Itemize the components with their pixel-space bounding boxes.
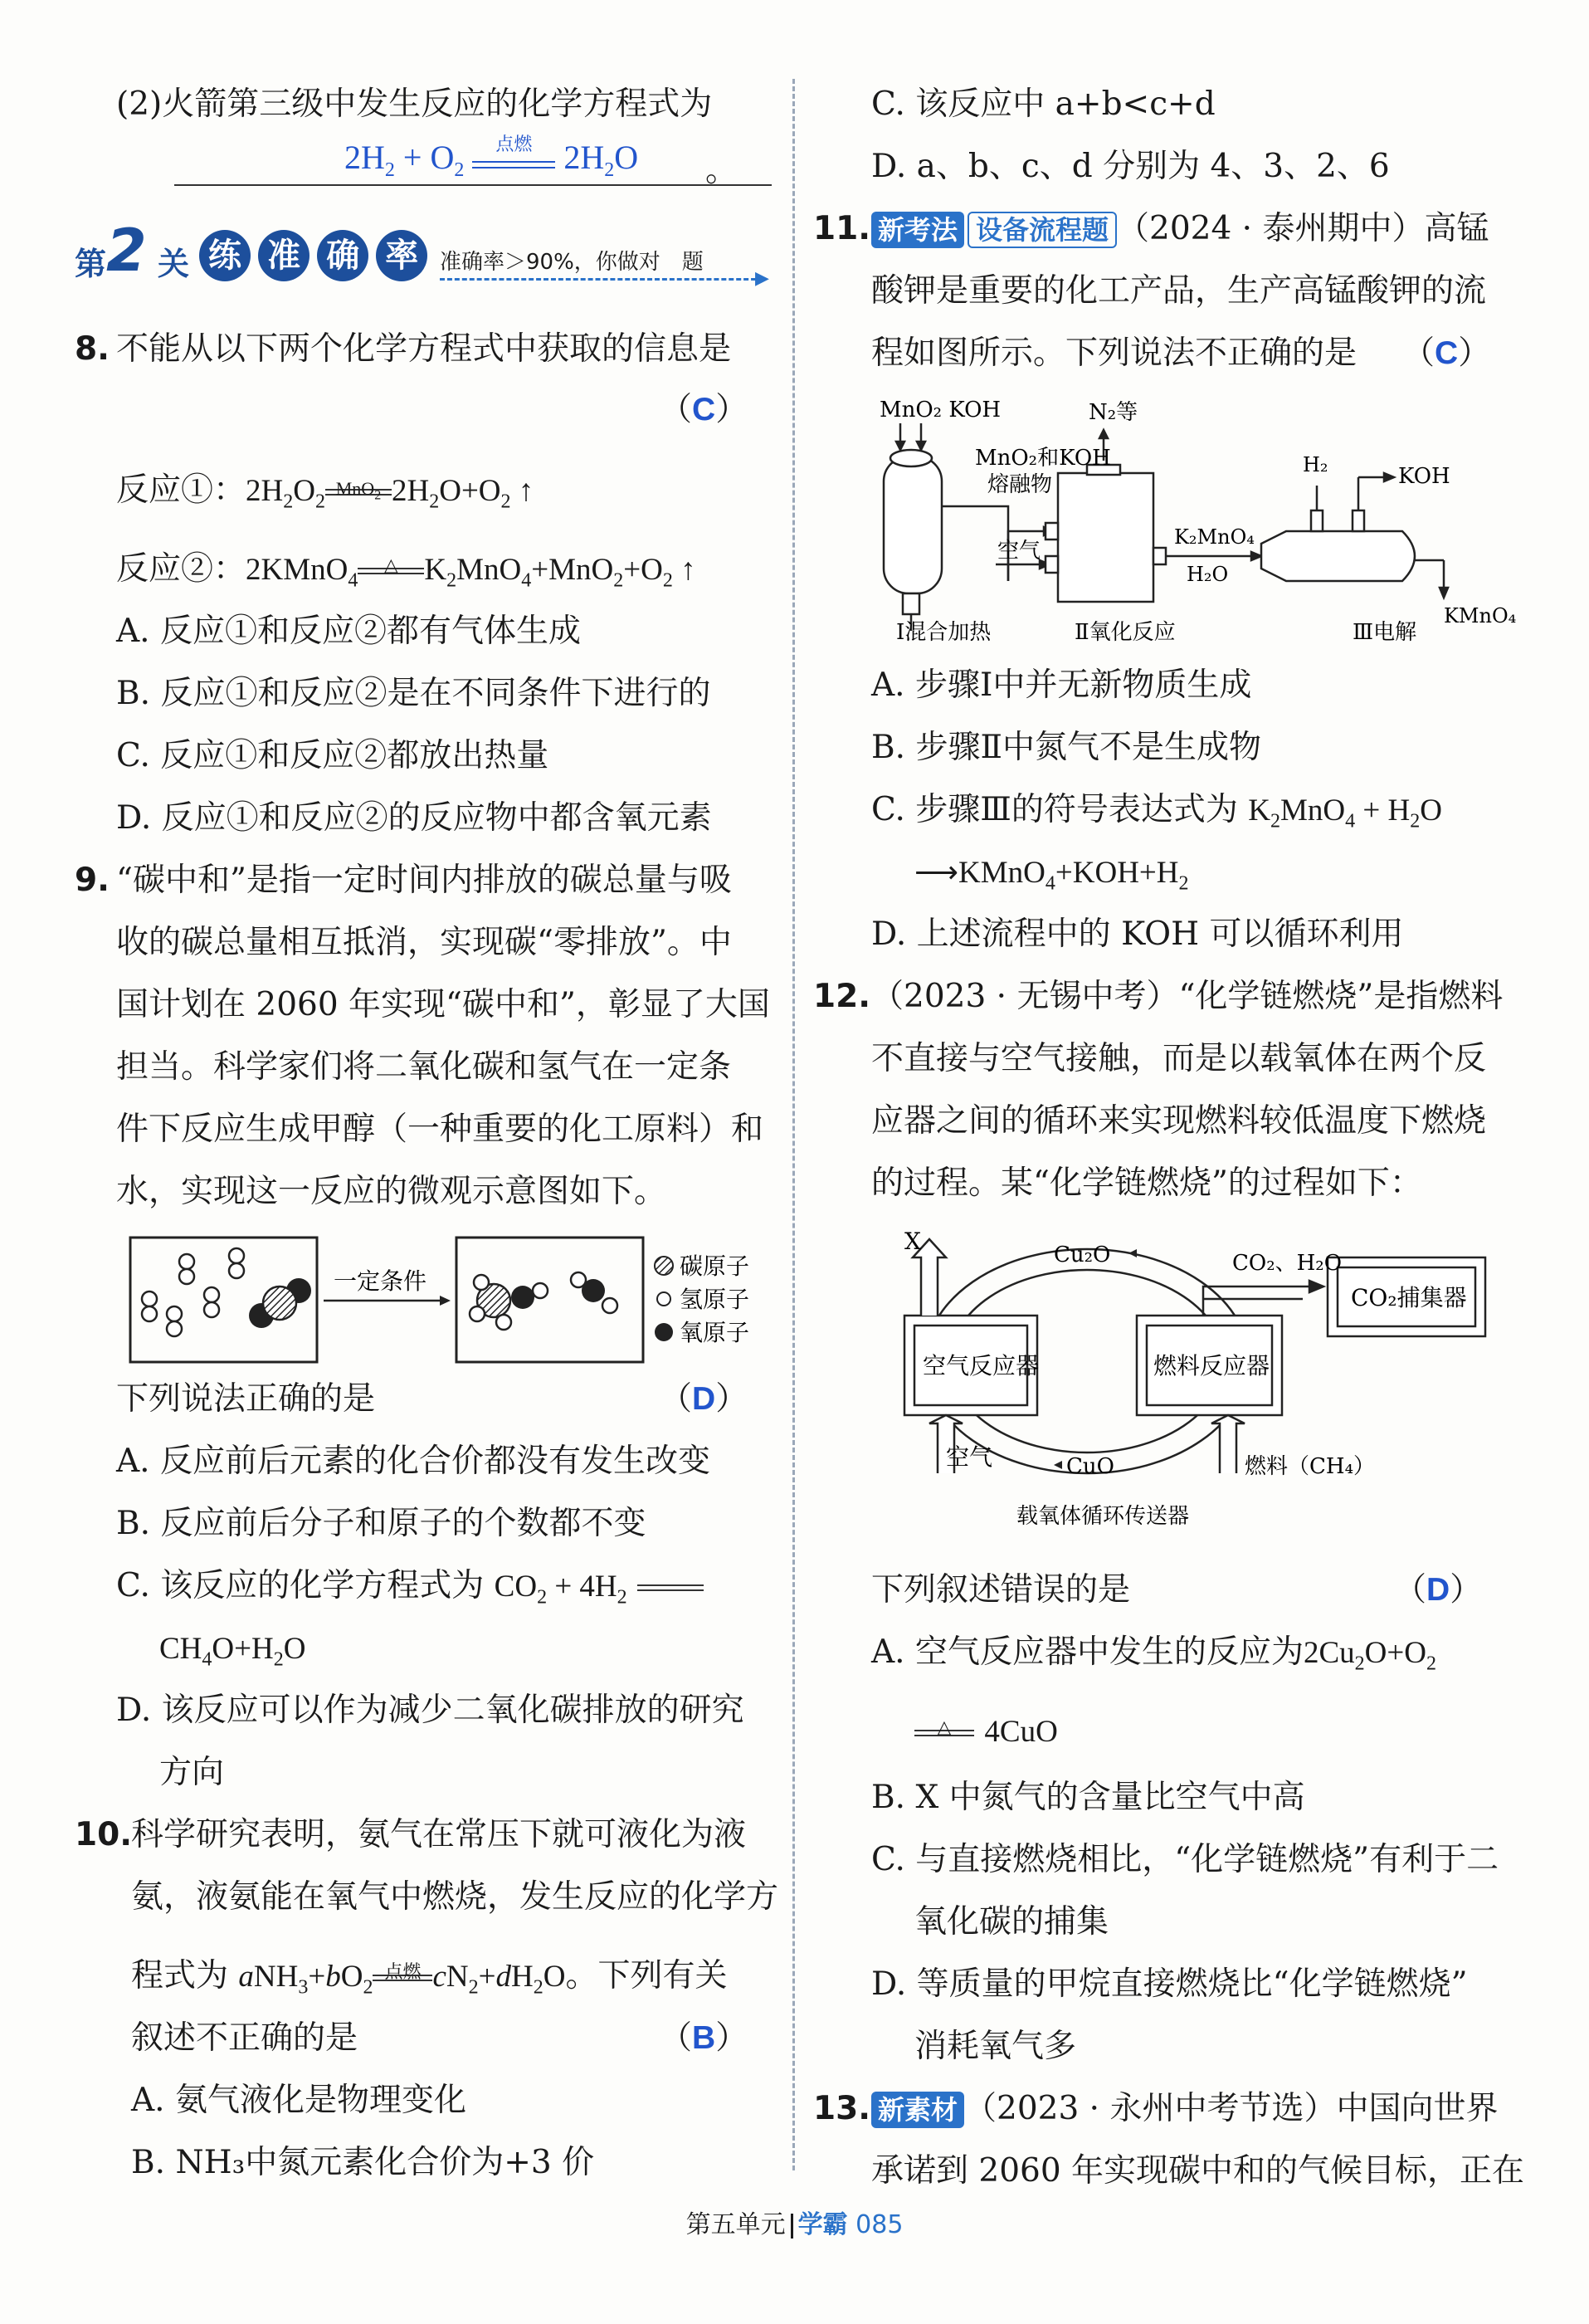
stage-title: 练 准 确 率 xyxy=(199,230,481,283)
q11-line-2: 酸钾是重要的化工产品，生产高锰酸钾的流 xyxy=(871,272,1487,310)
q9-option-c: C. 该反应的化学方程式为 $CO_2 + 4H_2$ xyxy=(116,1565,704,1618)
q9-option-a: A. 反应前后元素的化合价都没有发生改变 xyxy=(116,1443,710,1480)
flow-melt-label-1: MnO₂和KOH xyxy=(975,446,1111,471)
q12-option-d: D. 等质量的甲烷直接燃烧比“化学链燃烧” xyxy=(871,1965,1468,2003)
q8-reaction-1: 反应①：$2H_2O_2$ MnO$_2$ $2H_2O+O_2$ ↑ xyxy=(116,471,534,513)
stage-underline xyxy=(440,278,763,281)
q11-answer-paren: （C） xyxy=(1402,334,1491,372)
q8-option-a: A. 反应①和反应②都有气体生成 xyxy=(116,613,581,650)
q8-option-b: B. 反应①和反应②是在不同条件下进行的 xyxy=(116,675,711,712)
q10-option-d: D. a、b、c、d 分别为 4、3、2、6 xyxy=(871,148,1390,185)
q8-answer: C xyxy=(692,392,716,427)
q12-option-a-cont: △ 4CuO xyxy=(914,1710,1058,1754)
footer-page-number: 085 xyxy=(855,2210,904,2239)
q9-water-molecule xyxy=(571,1272,617,1313)
stage-prefix: 第 xyxy=(75,246,107,282)
q12-option-d-cont: 消耗氧气多 xyxy=(914,2028,1077,2065)
q11-number: 11. xyxy=(813,210,871,247)
q13-line-2: 承诺到 2060 年实现碳中和的气候目标，正在 xyxy=(871,2152,1525,2190)
q11-option-c: C. 步骤Ⅲ的符号表达式为 $K_2MnO_4 + H_2O$ xyxy=(871,791,1442,832)
diagram-co2-h2o-label: CO₂、H₂O xyxy=(1232,1251,1343,1276)
q9-line-2: 收的碳总量相互抵消，实现碳“零排放”。中 xyxy=(116,924,732,961)
q13-tag-new-material: 新素材 xyxy=(871,2092,964,2128)
q8-option-c: C. 反应①和反应②都放出热量 xyxy=(116,737,549,774)
stage-note: 准确率＞90%，你做对 题 xyxy=(440,250,704,275)
q9-micro-diagram xyxy=(129,1233,784,1374)
q8-option-d: D. 反应①和反应②的反应物中都含氧元素 xyxy=(116,799,712,837)
diagram-air-reactor-label: 空气反应器 xyxy=(923,1352,1040,1379)
q9-answer-paren: （D） xyxy=(660,1380,748,1418)
q13-line-1: 新素材 （2023 · 永州中考节选）中国向世界 xyxy=(871,2087,1498,2131)
q12-chain-combustion-diagram xyxy=(888,1224,1502,1531)
q10-option-a: A. 氨气液化是物理变化 xyxy=(131,2082,466,2119)
stage-number: 2 xyxy=(106,217,147,285)
q12-option-b: B. X 中氮气的含量比空气中高 xyxy=(871,1779,1305,1816)
q10-option-b: B. NH₃中氮元素化合价为+3 价 xyxy=(131,2144,595,2181)
q11-option-d: D. 上述流程中的 KOH 可以循环利用 xyxy=(871,915,1404,953)
flow-melt-label-2: 熔融物 xyxy=(987,472,1053,497)
flow-n2-label: N₂等 xyxy=(1089,400,1138,425)
q10-line-4: 叙述不正确的是 xyxy=(131,2019,358,2057)
q9-option-b: B. 反应前后分子和原子的个数都不变 xyxy=(116,1505,646,1542)
q10-option-c: C. 该反应中 a+b<c+d xyxy=(871,85,1216,123)
q12-line-1: （2023 · 无锡中考）“化学链燃烧”是指燃料 xyxy=(871,978,1504,1015)
q11-option-c-cont: $⟶KMnO_4+KOH+H_2$ xyxy=(914,856,1189,895)
legend-hydrogen: 氢原子 xyxy=(680,1286,750,1313)
q11-flow-diagram xyxy=(871,390,1527,647)
footer-unit: 第五单元 xyxy=(685,2210,786,2239)
stage-suffix: 关 xyxy=(158,246,190,282)
diagram-cu2o-label: Cu₂O xyxy=(1054,1243,1111,1267)
flow-step-3: Ⅲ电解 xyxy=(1353,620,1417,645)
flow-k2mno4-label: K₂MnO₄ xyxy=(1174,525,1255,549)
flow-input-label: MnO₂ KOH xyxy=(880,398,1002,422)
flow-kmno4-label: KMnO₄ xyxy=(1444,604,1517,627)
q13-number: 13. xyxy=(813,2090,871,2127)
q7-answer-equation: $2H_2 + O_2$ 点燃 $2H_2O$ xyxy=(344,134,639,181)
q12-ask: 下列叙述错误的是 xyxy=(871,1571,1131,1609)
diagram-capture-label: CO₂捕集器 xyxy=(1351,1284,1467,1311)
q9-ask: 下列说法正确的是 xyxy=(116,1380,376,1418)
q12-line-3: 应器之间的循环来实现燃料较低温度下燃烧 xyxy=(871,1102,1487,1140)
diagram-cuo-label: CuO xyxy=(1066,1454,1114,1479)
q9-legend xyxy=(655,1252,749,1346)
q11-tag-flow: 设备流程题 xyxy=(968,212,1117,248)
q10-answer: B xyxy=(692,2020,716,2056)
q11-option-a: A. 步骤Ⅰ中并无新物质生成 xyxy=(871,666,1252,704)
q8-stem: 不能从以下两个化学方程式中获取的信息是 xyxy=(116,330,732,368)
flow-step-1: Ⅰ混合加热 xyxy=(896,620,992,645)
q11-option-b: B. 步骤Ⅱ中氮气不是生成物 xyxy=(871,729,1261,766)
q8-reaction-2: 反应②：2KMnO$_4$ △ $K_2MnO_4+MnO_2+O_2$ ↑ xyxy=(116,550,696,592)
q9-h2-molecules xyxy=(142,1248,244,1336)
q12-option-c: C. 与直接燃烧相比，“化学链燃烧”有利于二 xyxy=(871,1841,1499,1878)
q9-answer: D xyxy=(692,1381,716,1417)
q9-line-1: “碳中和”是指一定时间内排放的碳总量与吸 xyxy=(116,862,732,899)
q9-line-5: 件下反应生成甲醇（一种重要的化工原料）和 xyxy=(116,1111,764,1148)
footer-separator xyxy=(791,2214,793,2239)
q12-answer-paren: （D） xyxy=(1394,1571,1483,1609)
diagram-air-label: 空气 xyxy=(946,1443,993,1471)
q10-answer-paren: （B） xyxy=(660,2019,748,2057)
q8-number: 8. xyxy=(75,330,110,368)
q9-methanol-molecule xyxy=(470,1275,548,1330)
footer-brand: 学霸 xyxy=(797,2210,848,2239)
q7-part2: (2)火箭第三级中发生反应的化学方程式为 xyxy=(116,85,713,123)
q10-line-2: 氨，液氨能在氧气中燃烧，发生反应的化学方 xyxy=(131,1878,779,1916)
q10-line-3: 程式为 $aNH_3+bO_2$ 点燃 $cN_2+dH_2O$。下列有关 xyxy=(131,1957,728,1999)
q12-number: 12. xyxy=(813,978,871,1015)
q11-line-1: 新考法 设备流程题 （2024 · 泰州期中）高锰 xyxy=(871,208,1489,251)
q9-co2-molecule xyxy=(249,1278,311,1328)
q9-number: 9. xyxy=(75,862,110,899)
q7-answer-line xyxy=(174,133,772,186)
diagram-caption: 载氧体循环传送器 xyxy=(1016,1504,1190,1529)
q11-line-3: 程如图所示。下列说法不正确的是 xyxy=(871,334,1357,372)
q10-number: 10. xyxy=(75,1816,133,1853)
flow-h2-label: H₂ xyxy=(1303,453,1328,476)
q9-option-c-cont: $CH_4O+H_2O$ xyxy=(159,1632,306,1671)
flow-air-label: 空气 xyxy=(997,539,1041,564)
q9-arrow-label: 一定条件 xyxy=(334,1267,427,1295)
stage-arrow-icon: ▶ xyxy=(755,268,769,289)
q9-option-d: D. 该反应可以作为减少二氧化碳排放的研究 xyxy=(116,1692,744,1729)
flow-h2o-label: H₂O xyxy=(1187,563,1229,586)
q7-end-mark: 。 xyxy=(705,152,738,189)
diagram-fuel-reactor-label: 燃料反应器 xyxy=(1153,1352,1270,1379)
diagram-fuel-label: 燃料（CH₄） xyxy=(1245,1454,1375,1479)
q8-answer-paren: （C） xyxy=(660,391,748,428)
diagram-x-label: X xyxy=(904,1228,921,1255)
flow-koh-label: KOH xyxy=(1398,464,1450,489)
q10-line-1: 科学研究表明，氨气在常压下就可液化为液 xyxy=(131,1816,747,1853)
column-divider xyxy=(792,79,795,2170)
legend-oxygen: 氧原子 xyxy=(680,1319,750,1346)
q12-answer: D xyxy=(1426,1572,1450,1608)
stage-header xyxy=(75,217,772,289)
q12-line-2: 不直接与空气接触，而是以载氧体在两个反 xyxy=(871,1040,1487,1077)
q12-option-a: A. 空气反应器中发生的反应为$2Cu_2O+O_2$ xyxy=(871,1633,1436,1675)
page-footer xyxy=(0,2204,1589,2240)
q9-line-4: 担当。科学家们将二氧化碳和氢气在一定条 xyxy=(116,1048,732,1086)
q12-line-4: 的过程。某“化学链燃烧”的过程如下： xyxy=(871,1164,1422,1202)
q9-line-6: 水，实现这一反应的微观示意图如下。 xyxy=(116,1173,667,1210)
q11-tag-new-method: 新考法 xyxy=(871,212,964,248)
q12-option-c-cont: 氧化碳的捕集 xyxy=(914,1903,1109,1941)
q9-line-3: 国计划在 2060 年实现“碳中和”，彰显了大国 xyxy=(116,986,770,1023)
legend-carbon: 碳原子 xyxy=(680,1252,750,1280)
q9-option-d-cont: 方向 xyxy=(159,1754,225,1791)
flow-step-2: Ⅱ氧化反应 xyxy=(1075,620,1176,645)
q11-answer: C xyxy=(1435,335,1459,371)
